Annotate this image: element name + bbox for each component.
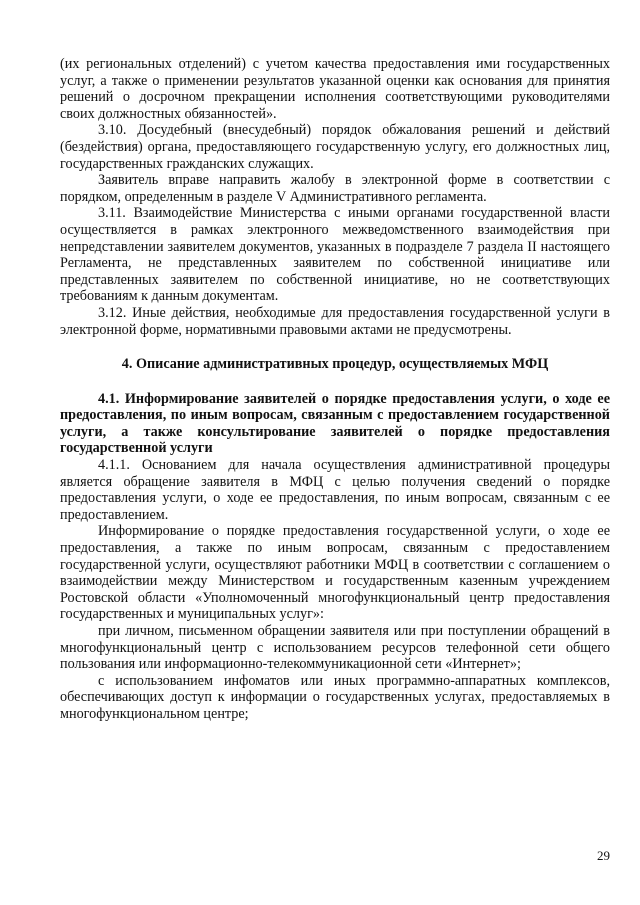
paragraph-3-11: 3.11. Взаимодействие Министерства с иными органами государственной власти осуществляется в рамках электронного межведомственного взаимодействия при непредставлении заявителем документов, указанных в подразделе 7 раздела II настоящего Регламента, не представленных заявителем по собственной инициативе или представленных заявителем по собственной инициативе, но не соответствующих требованиям к данным документам. <box>60 205 610 305</box>
paragraph-informing: Информирование о порядке предоставления государственной услуги, о ходе ее предоставления, а также по иным вопросам, связанным с предоставлением государственной услуги, осуществляют работники МФЦ в соответствии с соглашением о взаимодействии между Министерством и государственным казенным учреждением Ростовской области «Уполномоченный многофункциональный центр предоставления государственных и муниципальных услуг»: <box>60 523 610 623</box>
paragraph-3-12: 3.12. Иные действия, необходимые для предоставления государственной услуги в электронной форме, нормативными правовыми актами не предусмотрены. <box>60 304 610 338</box>
section-heading: 4. Описание административных процедур, осуществляемых МФЦ <box>121 356 549 373</box>
paragraph-personal-request: при личном, письменном обращении заявителя или при поступлении обращений в многофункциональный центр с использованием ресурсов телефонной сети общего пользования или информационно-телекоммуникационной сети «Интернет»; <box>60 623 610 673</box>
paragraph-3-10: 3.10. Досудебный (внесудебный) порядок обжалования решений и действий (бездействия) органа, предоставляющего государственную услугу, его должностных лиц, государственных гражданских служащих. <box>60 122 610 172</box>
paragraph-4-1-1: 4.1.1. Основанием для начала осуществления административной процедуры является обращение заявителя в МФЦ с целью получения сведений о порядке предоставления услуги, о ходе ее предоставления, по иным вопросам, связанным с ее предоставлением. <box>60 457 610 523</box>
document-page <box>60 56 610 723</box>
paragraph-complaint: Заявитель вправе направить жалобу в электронной форме в соответствии с порядком, определенным в разделе V Административного регламента. <box>60 172 610 205</box>
page-number: 29 <box>597 848 610 863</box>
paragraph-continuation: (их региональных отделений) с учетом качества предоставления ими государственных услуг, а также о применении результатов указанной оценки как основания для принятия решений о досрочном прекращении исполнения соответствующими руководителями своих должностных обязанностей». <box>60 56 610 122</box>
subsection-heading: 4.1. Информирование заявителей о порядке предоставления услуги, о ходе ее предоставления, по иным вопросам, связанным с предоставлением государственной услуги, а также консультирование заявителей о порядке предоставления государственной услуги <box>60 390 610 457</box>
paragraph-infomats: с использованием инфоматов или иных программно-аппаратных комплексов, обеспечивающих доступ к информации о государственных услугах, предоставляемых в многофункциональном центре; <box>60 672 610 722</box>
